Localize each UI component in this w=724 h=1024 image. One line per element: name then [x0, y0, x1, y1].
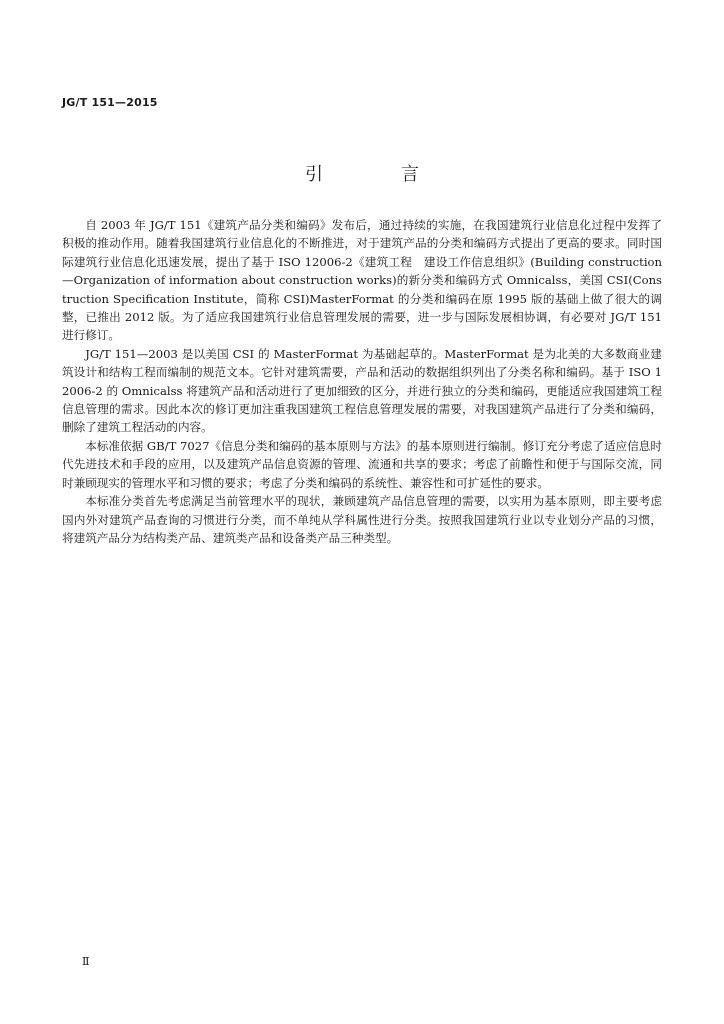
- introduction-body: [62, 216, 662, 547]
- paragraph: 自 2003 年 JG/T 151《建筑产品分类和编码》发布后，通过持续的实施，在我国建筑行业信息化过程中发挥了积极的推动作用。随着我国建筑行业信息化的不断推进，对于建筑产品的分类和编码方式提出了更高的要求。同时国际建筑行业信息化迅速发展，提出了基于 ISO 12006-2《建筑工程 建设工作信息组织》(Building construction—Organization of information about construction works)的新分类和编码方式 Omnicalss，美国 CSI(Construction Specification Institute，简称 CSI)MasterFormat 的分类和编码在原 1995 版的基础上做了很大的调整，已推出 2012 版。为了适应我国建筑行业信息管理发展的需要，进一步与国际发展相协调，有必要对 JG/T 151 进行修订。: [62, 218, 662, 343]
- paragraph: 本标准依据 GB/T 7027《信息分类和编码的基本原则与方法》的基本原则进行编制。修订充分考虑了适应信息时代先进技术和手段的应用，以及建筑产品信息资源的管理、流通和共享的要求；考虑了前瞻性和便于与国际交流，同时兼顾现实的管理水平和习惯的要求；考虑了分类和编码的系统性、兼容性和可扩延性的要求。: [62, 438, 662, 490]
- standard-code: JG/T 151—2015: [62, 96, 158, 109]
- page-number: Ⅱ: [82, 955, 90, 968]
- paragraph: JG/T 151—2003 是以美国 CSI 的 MasterFormat 为基础起草的。MasterFormat 是为北美的大多数商业建筑设计和结构工程而编制的规范文本。它针对建筑需要，产品和活动的数据组织列出了分类名称和编码。基于 ISO 12006-2 的 Omnicalss 将建筑产品和活动进行了更加细致的区分，并进行独立的分类和编码，更能适应我国建筑工程信息管理的需求。因此本次的修订更加注重我国建筑工程信息管理发展的需要，对我国建筑产品进行了分类和编码，删除了建筑工程活动的内容。: [62, 346, 662, 435]
- paragraph: 本标准分类首先考虑满足当前管理水平的现状，兼顾建筑产品信息管理的需要，以实用为基本原则，即主要考虑国内外对建筑产品查询的习惯进行分类，而不单纯从学科属性进行分类。按照我国建筑行业以专业划分产品的习惯，将建筑产品分为结构类产品、建筑类产品和设备类产品三种类型。: [62, 494, 662, 545]
- page-title: 引 言: [305, 164, 449, 185]
